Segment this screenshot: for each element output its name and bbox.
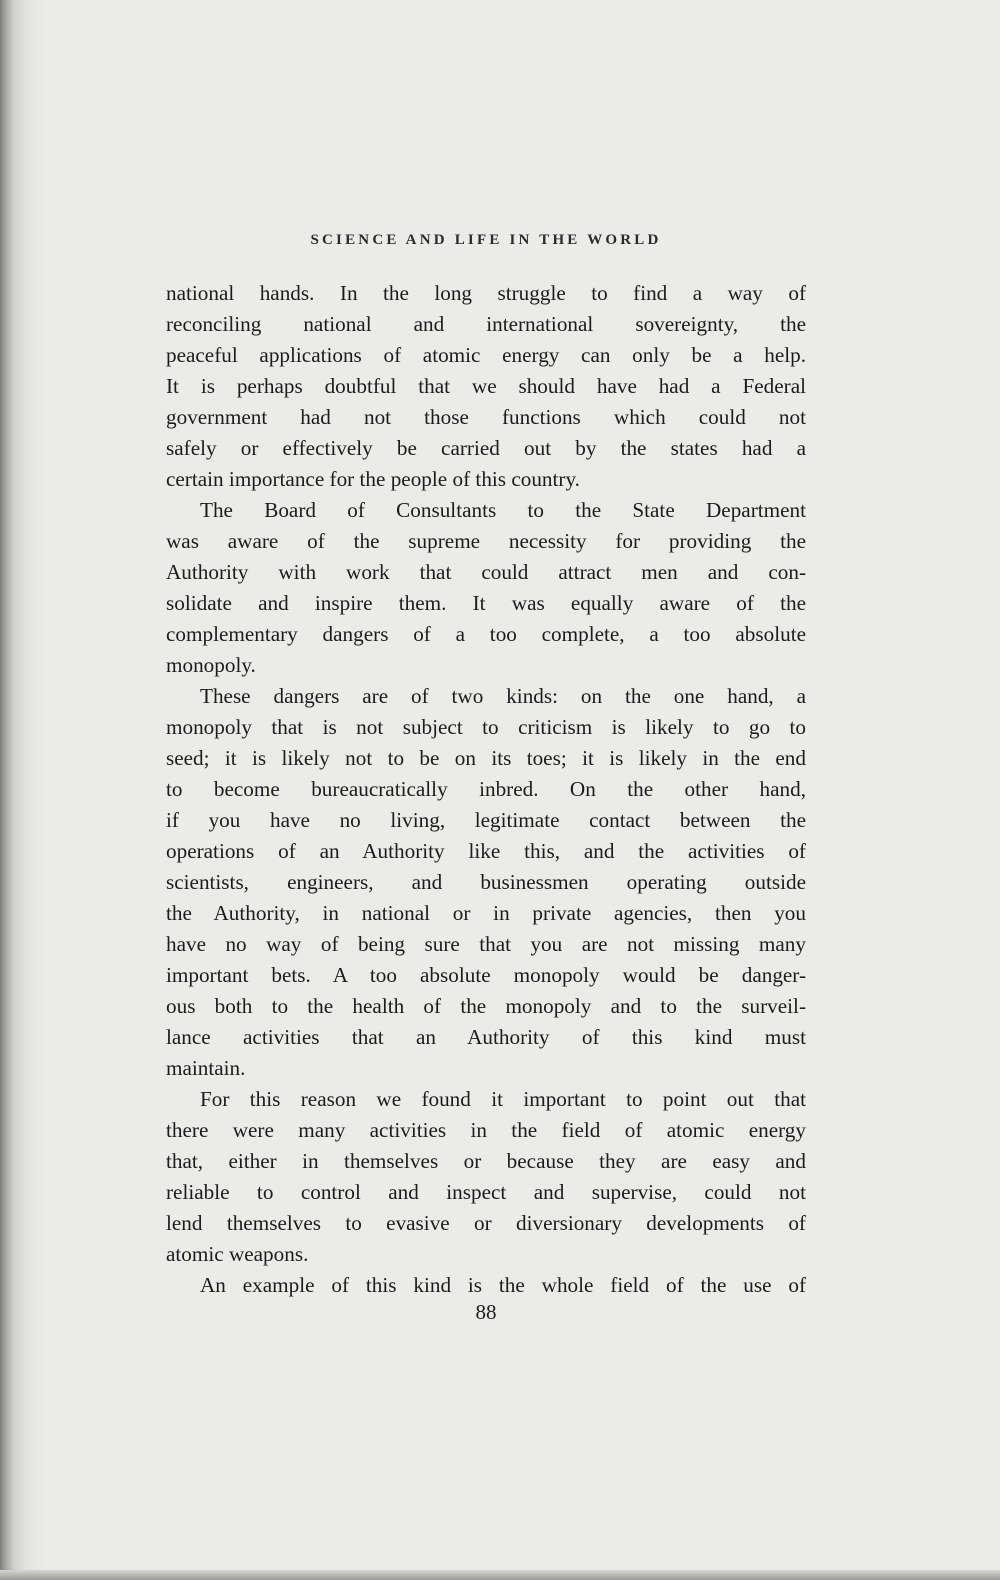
text-line: national hands. In the long struggle to find a way of	[166, 281, 806, 305]
text-line: monopoly that is not subject to criticism is likely to go to	[166, 715, 806, 739]
text-line: reliable to control and inspect and supervise, could not	[166, 1180, 806, 1204]
text-line: solidate and inspire them. It was equally aware of the	[166, 591, 806, 615]
running-head: SCIENCE AND LIFE IN THE WORLD	[310, 232, 662, 248]
text-line: maintain.	[166, 1056, 246, 1080]
text-line: The Board of Consultants to the State Department	[200, 498, 806, 522]
text-line: It is perhaps doubtful that we should have had a Federal	[166, 374, 806, 398]
paragraph	[166, 1270, 806, 1301]
text-line: Authority with work that could attract men and con-	[166, 560, 806, 584]
text-line: the Authority, in national or in private agencies, then you	[166, 901, 806, 925]
text-line: there were many activities in the field of atomic energy	[166, 1118, 806, 1142]
paragraph	[166, 1084, 806, 1270]
text-line: monopoly.	[166, 653, 256, 677]
text-line: was aware of the supreme necessity for providing the	[166, 529, 806, 553]
text-line: if you have no living, legitimate contact between the	[166, 808, 806, 832]
text-line: scientists, engineers, and businessmen operating outside	[166, 870, 806, 894]
text-line: have no way of being sure that you are not missing many	[166, 932, 806, 956]
text-line: seed; it is likely not to be on its toes; it is likely in the end	[166, 746, 806, 770]
text-line: peaceful applications of atomic energy can only be a help.	[166, 343, 806, 367]
text-line: For this reason we found it important to point out that	[200, 1087, 806, 1111]
page-bottom-edge	[0, 1570, 1000, 1580]
text-line: that, either in themselves or because they are easy and	[166, 1149, 806, 1173]
text-line: important bets. A too absolute monopoly would be danger-	[166, 963, 806, 987]
paragraph	[166, 681, 806, 1084]
paragraph	[166, 495, 806, 681]
text-line: ous both to the health of the monopoly and to the surveil-	[166, 994, 806, 1018]
text-line: complementary dangers of a too complete, a too absolute	[166, 622, 806, 646]
text-line: An example of this kind is the whole field of the use of	[200, 1273, 806, 1297]
text-line: operations of an Authority like this, and the activities of	[166, 839, 806, 863]
text-line: safely or effectively be carried out by the states had a	[166, 436, 806, 460]
text-line: certain importance for the people of this country.	[166, 467, 580, 491]
text-line: government had not those functions which could not	[166, 405, 806, 429]
text-line: reconciling national and international sovereignty, the	[166, 312, 806, 336]
text-line: lance activities that an Authority of this kind must	[166, 1025, 806, 1049]
paragraph	[166, 278, 806, 495]
text-line: These dangers are of two kinds: on the one hand, a	[200, 684, 806, 708]
text-line: to become bureaucratically inbred. On the other hand,	[166, 777, 806, 801]
text-line: atomic weapons.	[166, 1242, 309, 1266]
text-line: lend themselves to evasive or diversionary developments of	[166, 1211, 806, 1235]
page-number: 88	[475, 1300, 497, 1324]
body-text	[166, 278, 806, 1301]
